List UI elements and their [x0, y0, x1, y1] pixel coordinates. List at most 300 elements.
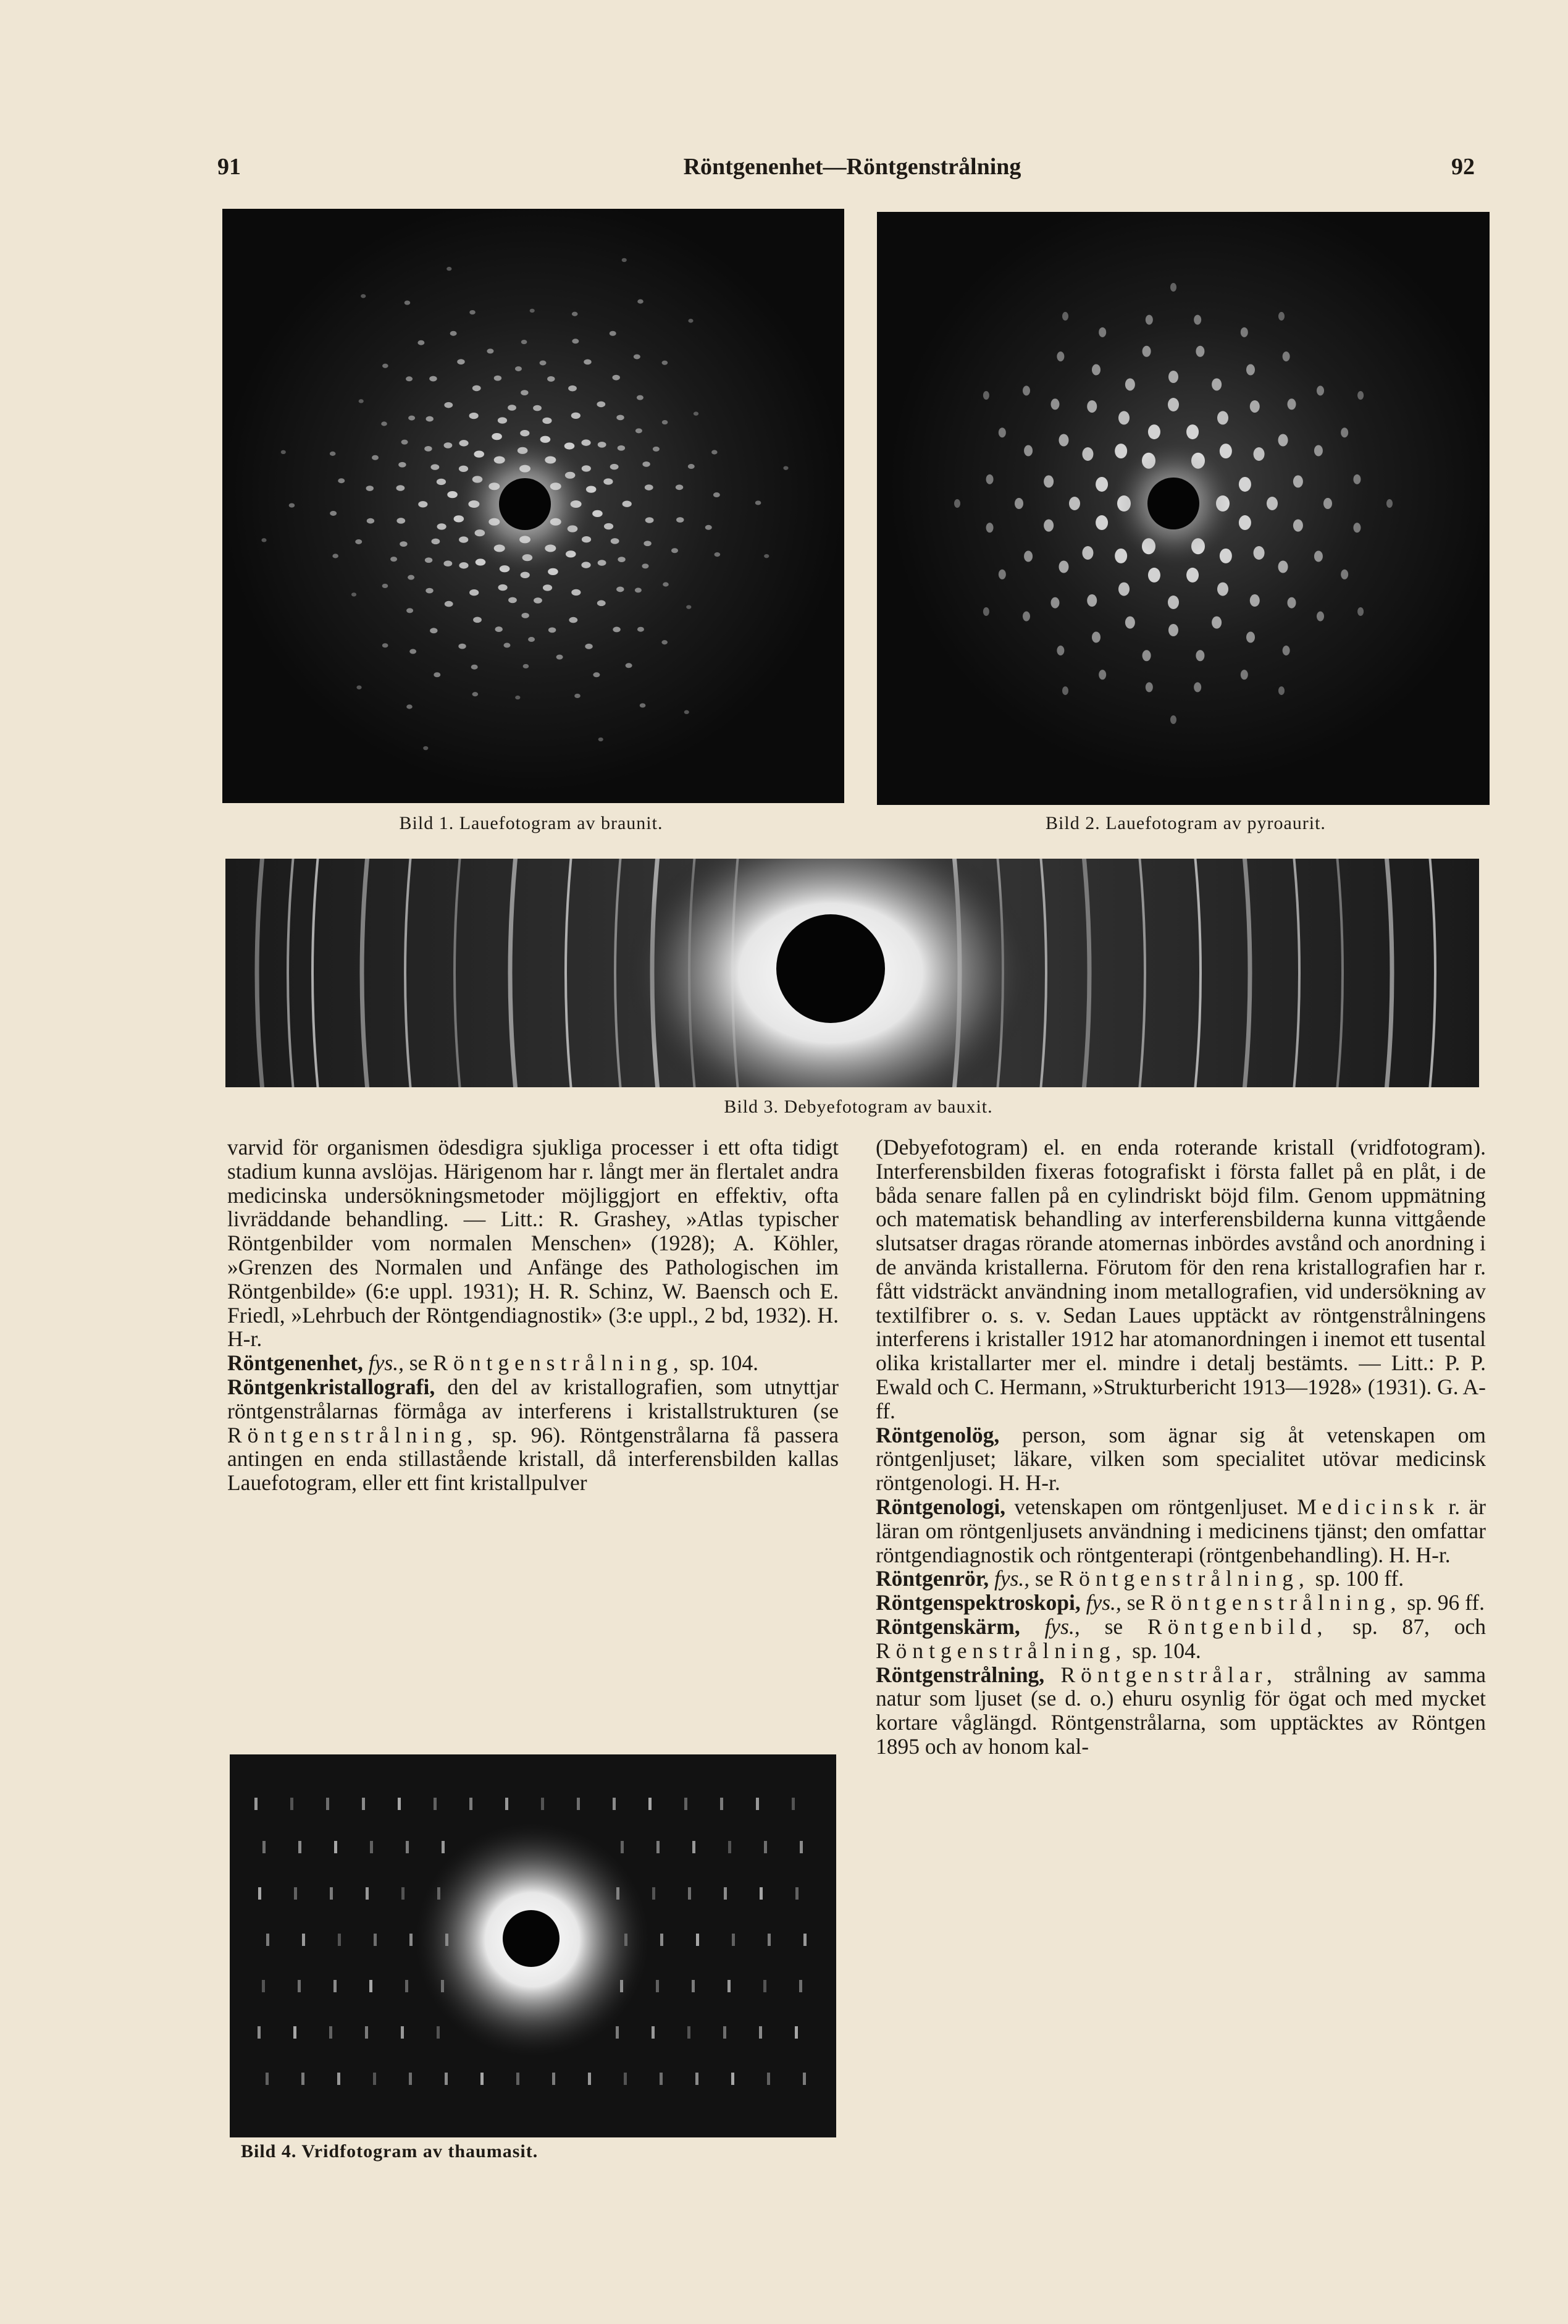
layer-line-spot	[445, 2073, 448, 2085]
diffraction-spot	[444, 402, 453, 408]
diffraction-spot	[426, 416, 434, 422]
diffraction-spot	[528, 637, 535, 642]
layer-line-spot	[298, 1980, 301, 1992]
layer-line-spot	[469, 1798, 472, 1810]
diffraction-spot	[508, 405, 516, 411]
diffraction-spot	[437, 479, 446, 485]
diffraction-spot	[406, 376, 413, 381]
diffraction-spot	[1239, 477, 1251, 492]
diffraction-spot	[688, 464, 695, 469]
diffraction-spot	[406, 608, 413, 613]
layer-line-spot	[374, 1934, 377, 1946]
diffraction-spot	[534, 597, 542, 604]
diffraction-spot	[1023, 385, 1030, 395]
diffraction-spot	[396, 485, 405, 491]
layer-line-spot	[648, 1798, 652, 1810]
diffraction-spot	[1341, 570, 1348, 579]
entry-rontgenspektroskopi	[876, 1591, 1486, 1615]
entry-rontgenkristallografi	[227, 1375, 839, 1495]
diffraction-spot	[498, 584, 507, 591]
layer-line-spot	[732, 1934, 735, 1946]
diffraction-spot	[281, 450, 286, 454]
layer-line-spot	[333, 1980, 337, 1992]
diffraction-spot	[1015, 498, 1023, 509]
diffraction-spot	[338, 478, 345, 483]
diffraction-spot	[473, 617, 482, 623]
entry-headword: Röntgenskärm,	[876, 1614, 1020, 1639]
diffraction-spot	[1288, 597, 1296, 608]
entry-rontgenror	[876, 1567, 1486, 1591]
diffraction-spot	[469, 413, 479, 419]
layer-line-spot	[293, 2026, 296, 2039]
word-se: se	[1104, 1614, 1123, 1639]
diffraction-spot	[711, 450, 718, 454]
bild4-rotation-photo	[230, 1754, 836, 2137]
layer-line-spot	[767, 2073, 770, 2085]
diffraction-spot	[521, 390, 528, 395]
diffraction-spot	[662, 420, 668, 424]
diffraction-spot	[610, 464, 619, 470]
word-se: se	[1035, 1566, 1054, 1591]
bild4-caption: Bild 4. Vridfotogram av thaumasit.	[241, 2141, 539, 2162]
diffraction-spot	[450, 331, 457, 336]
entry-headword: Röntgenolög,	[876, 1422, 1000, 1447]
diffraction-spot	[508, 597, 517, 604]
diffraction-spot	[581, 439, 590, 445]
diffraction-spot	[1087, 400, 1097, 413]
diffraction-spot	[487, 348, 493, 353]
layer-line-spot	[329, 2026, 332, 2039]
diffraction-spot	[1317, 385, 1324, 395]
diffraction-spot	[1217, 583, 1228, 596]
diffraction-spot	[1168, 371, 1178, 383]
word-se: se	[409, 1350, 428, 1376]
bild3-debye-photo	[225, 859, 1479, 1087]
diffraction-spot	[983, 607, 989, 616]
layer-line-spot	[656, 1980, 659, 1992]
diffraction-spot	[429, 376, 437, 382]
diffraction-spot	[1082, 447, 1093, 461]
diffraction-spot	[572, 339, 579, 343]
diffraction-spot	[476, 558, 486, 565]
layer-line-spot	[258, 2026, 261, 2039]
layer-line-spot	[505, 1798, 508, 1810]
diffraction-spot	[616, 587, 624, 592]
diffraction-spot	[694, 411, 698, 415]
layer-line-spot	[692, 1980, 695, 1992]
diffraction-spot	[662, 361, 668, 365]
diffraction-spot	[492, 433, 502, 440]
diffraction-spot	[1087, 594, 1097, 607]
entry-rontgenstralning	[876, 1663, 1486, 1759]
diffraction-spot	[1059, 561, 1068, 573]
layer-line-spot	[294, 1887, 297, 1900]
diffraction-spot	[437, 523, 446, 529]
diffraction-spot	[1168, 596, 1179, 609]
layer-line-spot	[764, 1841, 767, 1853]
layer-line-spot	[795, 1887, 799, 1900]
layer-line-spot	[792, 1798, 795, 1810]
diffraction-spot	[645, 517, 654, 523]
page-number-left: 91	[217, 154, 241, 180]
diffraction-spot	[1148, 424, 1160, 439]
diffraction-spot	[676, 484, 683, 490]
diffraction-spot	[1082, 546, 1093, 560]
diffraction-spot	[530, 309, 535, 313]
diffraction-spot	[366, 486, 374, 491]
diffraction-spot	[1278, 686, 1285, 695]
layer-line-spot	[692, 1841, 695, 1853]
layer-line-spot	[731, 2073, 734, 2085]
diffraction-spot	[261, 538, 266, 542]
diffraction-spot	[372, 455, 379, 460]
diffraction-spot	[469, 310, 476, 314]
diffraction-spot	[396, 518, 405, 524]
diffraction-spot	[616, 415, 624, 420]
diffraction-spot	[622, 258, 627, 262]
layer-line-spot	[760, 1887, 763, 1900]
layer-line-spot	[588, 2073, 591, 2085]
diffraction-spot	[458, 644, 466, 649]
entry-text: den del av kristallografien, som utnyttjar röntgenstrålarnas förmåga av interferens i kristallstrukturen (se	[227, 1374, 839, 1423]
entry-headword: Röntgenrör,	[876, 1566, 989, 1591]
diffraction-spot	[1115, 549, 1127, 563]
diffraction-spot	[1278, 312, 1285, 321]
layer-line-spot	[442, 1841, 445, 1853]
layer-line-spot	[290, 1798, 293, 1810]
layer-line-spot	[795, 2026, 798, 2039]
diffraction-spot	[447, 267, 451, 271]
diffraction-spot	[1278, 434, 1288, 447]
word-se: se	[1126, 1590, 1146, 1615]
layer-line-spot	[759, 2026, 762, 2039]
diffraction-spot	[671, 548, 678, 553]
diffraction-spot	[1044, 475, 1054, 487]
page-number-right: 92	[1451, 154, 1475, 180]
layer-line-spot	[301, 2073, 304, 2085]
diffraction-spot	[1125, 617, 1135, 629]
diffraction-spot	[523, 664, 529, 668]
diffraction-spot	[418, 501, 427, 507]
diffraction-spot	[574, 694, 581, 698]
diffraction-spot	[409, 649, 416, 654]
diffraction-spot	[715, 552, 721, 557]
layer-line-spot	[266, 2073, 269, 2085]
diffraction-spot	[1024, 445, 1033, 456]
layer-line-spot	[616, 2026, 619, 2039]
cross-reference: Röntgenbild,	[1147, 1614, 1328, 1639]
layer-line-spot	[405, 1980, 408, 1992]
diffraction-spot	[626, 663, 632, 668]
layer-line-spot	[480, 2073, 484, 2085]
layer-line-spot	[696, 1934, 699, 1946]
diffraction-spot	[635, 428, 642, 433]
layer-line-spot	[724, 1887, 727, 1900]
diffraction-spot	[556, 655, 563, 660]
diffraction-spot	[1194, 315, 1201, 325]
layer-line-spot	[254, 1798, 258, 1810]
diffraction-spot	[382, 364, 388, 368]
diffraction-spot	[634, 354, 640, 359]
diffraction-spot	[618, 445, 625, 451]
layer-line-spot	[687, 2026, 690, 2039]
diffraction-spot	[1050, 597, 1059, 608]
bild2-caption: Bild 2. Lauefotogram av pyroaurit.	[1046, 813, 1326, 833]
diffraction-spot	[1314, 445, 1323, 456]
diffraction-spot	[593, 672, 600, 677]
diffraction-spot	[1146, 682, 1153, 692]
diffraction-spot	[644, 541, 651, 546]
layer-line-spot	[803, 1934, 807, 1946]
diffraction-spot	[1317, 612, 1324, 621]
diffraction-spot	[494, 376, 501, 381]
diffraction-spot	[1148, 568, 1160, 583]
diffraction-spot	[661, 640, 668, 644]
diffraction-spot	[459, 440, 468, 446]
diffraction-spot	[645, 484, 653, 490]
diffraction-spot	[1096, 477, 1108, 492]
diffraction-spot	[663, 582, 669, 586]
diffraction-spot	[1118, 411, 1130, 424]
layer-line-spot	[437, 2026, 440, 2039]
entry-headword: Röntgenkristallografi,	[227, 1374, 435, 1399]
diffraction-spot	[986, 474, 994, 484]
diffraction-spot	[1267, 497, 1278, 510]
diffraction-spot	[469, 589, 479, 596]
diffraction-spot	[515, 696, 520, 699]
diffraction-spot	[611, 538, 619, 544]
diffraction-spot	[1057, 646, 1064, 655]
diffraction-spot	[635, 587, 642, 592]
diffraction-spot	[543, 584, 552, 591]
layer-line-spot	[365, 2026, 368, 2039]
diffraction-spot	[640, 703, 646, 707]
bild1-caption: Bild 1. Lauefotogram av braunit.	[399, 813, 663, 833]
layer-line-spot	[398, 1798, 401, 1810]
page-ref: sp. 96 ff.	[1407, 1590, 1485, 1615]
abbr-fys: fys.,	[1086, 1590, 1121, 1615]
diffraction-spot	[1283, 646, 1290, 655]
diffraction-spot	[521, 340, 527, 344]
diffraction-spot	[1146, 315, 1153, 325]
diffraction-spot	[434, 672, 440, 677]
diffraction-spot	[1353, 474, 1360, 484]
diffraction-spot	[430, 464, 439, 470]
layer-line-spot	[799, 1980, 802, 1992]
diffraction-spot	[684, 710, 689, 714]
diffraction-spot	[406, 704, 413, 709]
diffraction-spot	[783, 466, 788, 469]
diffraction-spot	[382, 584, 388, 588]
diffraction-spot	[1170, 283, 1176, 292]
diffraction-spot	[1357, 607, 1364, 616]
paragraph-continued: (Debyefotogram) el. en enda roterande kristall (vridfotogram). Interferensbilden fixeras fotografiskt i första fallet på en plåt, i de båda senare fallen på en cylindriskt böjd film. Genom uppmätning och matematisk behandling av interferensbilderna kunna vittgående slutsatser dragas rörande atomernas inbördes avstånd och anordning i de använda kristallerna. Förutom för den rena kristallografien har r. fått vidsträckt användning inom metallografien, vid undersökning av textilfibrer o. s. v. Sedan Laues upptäckt av röntgenstrålningens interferens i kristaller 1912 har atomanordningen i inemot ett tusental olika kristallarter mer el. mindre i detalj bestämts. — Litt.: P. P. Ewald och C. Hermann, »Strukturbericht 1913—1928» (1931). G. A-ff.	[876, 1135, 1486, 1423]
diffraction-spot	[1092, 364, 1101, 375]
diffraction-spot	[1246, 632, 1255, 643]
diffraction-spot	[1099, 670, 1106, 680]
entry-headword: Röntgenstrålning,	[876, 1662, 1045, 1687]
diffraction-spot	[1217, 411, 1228, 424]
diffraction-spot	[424, 446, 432, 452]
diffraction-spot	[1024, 551, 1033, 562]
running-title: Röntgenenhet—Röntgenstrålning	[683, 154, 1021, 180]
layer-line-spot	[621, 1841, 624, 1853]
layer-line-spot	[728, 1841, 731, 1853]
diffraction-spot	[417, 340, 424, 345]
diffraction-spot	[356, 686, 361, 689]
diffraction-spot	[1314, 551, 1323, 562]
diffraction-spot	[571, 413, 581, 419]
entry-rontgenologi	[876, 1495, 1486, 1567]
diffraction-spot	[400, 541, 407, 547]
diffraction-spot	[444, 442, 453, 448]
diffraction-spot	[533, 405, 542, 411]
layer-line-spot	[656, 1841, 660, 1853]
layer-line-spot	[334, 1841, 337, 1853]
diffraction-spot	[623, 501, 632, 507]
diffraction-spot	[1186, 568, 1199, 583]
diffraction-spot	[572, 312, 578, 316]
diffraction-spot	[1254, 447, 1265, 461]
diffraction-spot	[569, 617, 577, 623]
diffraction-spot	[367, 518, 374, 524]
diffraction-spot	[1125, 378, 1135, 390]
diffraction-spot	[584, 359, 591, 364]
bild3-caption: Bild 3. Debyefotogram av bauxit.	[724, 1097, 993, 1117]
layer-line-spot	[516, 2073, 519, 2085]
diffraction-spot	[382, 643, 388, 647]
diffraction-spot	[1069, 497, 1080, 510]
diffraction-spot	[637, 627, 644, 632]
diffraction-spot	[1062, 312, 1068, 321]
layer-line-spot	[362, 1798, 365, 1810]
entry-text: sp. 87, och	[1352, 1614, 1486, 1639]
diffraction-spot	[1196, 346, 1204, 357]
diffraction-spot	[498, 417, 507, 423]
diffraction-spot	[597, 600, 606, 607]
layer-line-spot	[756, 1798, 759, 1810]
entry-text: vetenskapen om röntgenljuset.	[1014, 1494, 1288, 1519]
diffraction-spot	[642, 563, 648, 568]
diffraction-spot	[598, 738, 603, 741]
diffraction-spot	[430, 628, 437, 633]
page-ref: sp. 104.	[1132, 1638, 1201, 1663]
diffraction-spot	[1099, 327, 1106, 337]
diffraction-spot	[1386, 499, 1393, 508]
diffraction-spot	[1170, 715, 1176, 724]
diffraction-spot	[986, 523, 994, 533]
diffraction-spot	[1092, 632, 1101, 643]
diffraction-spot	[515, 366, 522, 371]
diffraction-spot	[426, 588, 433, 594]
layer-line-spot	[660, 2073, 663, 2085]
diffraction-spot	[471, 665, 478, 670]
diffraction-spot	[999, 570, 1006, 579]
diffraction-spot	[408, 416, 415, 421]
diffraction-spot	[1142, 650, 1151, 661]
diffraction-spot	[686, 605, 691, 608]
layer-line-spot	[624, 2073, 627, 2085]
diffraction-spot	[653, 447, 660, 452]
cross-reference: Röntgenstrålning,	[227, 1422, 479, 1447]
layer-line-spot	[552, 2073, 555, 2085]
diffraction-spot	[1115, 444, 1127, 458]
layer-line-spot	[298, 1841, 301, 1853]
diffraction-spot	[613, 627, 620, 633]
page-ref: sp. 104.	[689, 1350, 759, 1376]
diffraction-spot	[1288, 398, 1296, 410]
layer-line-spot	[577, 1798, 580, 1810]
layer-line-spot	[684, 1798, 687, 1810]
layer-line-spot	[695, 2073, 698, 2085]
diffraction-spot	[1220, 549, 1232, 563]
layer-line-spot	[370, 1841, 373, 1853]
diffraction-spot	[542, 418, 551, 424]
bild1-laue-photo	[222, 209, 844, 803]
layer-line-spot	[373, 2073, 376, 2085]
layer-line-spot	[366, 1887, 369, 1900]
diffraction-spot	[361, 294, 366, 298]
diffraction-spot	[1050, 398, 1059, 410]
entry-text: sp. 96). Röntgenstrålarna få passera antingen en enda stillastående kristall, då interferensbilden kallas Lauefotogram, eller ett fint kristallpulver	[227, 1422, 839, 1496]
diffraction-spot	[1059, 434, 1068, 447]
diffraction-spot	[1357, 391, 1364, 400]
layer-line-spot	[660, 1934, 663, 1946]
diffraction-spot	[598, 442, 606, 448]
diffraction-spot	[472, 385, 481, 392]
diffraction-spot	[1341, 427, 1348, 437]
entry-rontgenolog	[876, 1423, 1486, 1495]
page-ref: sp. 100 ff.	[1315, 1566, 1404, 1591]
abbr-fys: fys.,	[1044, 1614, 1080, 1639]
diffraction-spot	[540, 360, 547, 365]
diffraction-spot	[598, 560, 606, 566]
diffraction-spot	[1212, 378, 1222, 390]
entry-headword: Röntgenenhet,	[227, 1350, 363, 1376]
diffraction-spot	[581, 562, 590, 568]
diffraction-spot	[443, 560, 452, 566]
diffraction-spot	[612, 375, 619, 381]
layer-line-spot	[723, 2026, 726, 2039]
diffraction-spot	[1196, 650, 1204, 661]
bild2-laue-photo	[877, 212, 1490, 805]
diffraction-spot	[547, 376, 555, 382]
layer-line-spot	[652, 2026, 655, 2039]
diffraction-spot	[571, 589, 581, 596]
diffraction-spot	[1250, 400, 1260, 413]
diffraction-spot	[618, 557, 625, 562]
layer-line-spot	[409, 1934, 413, 1946]
diffraction-spot	[381, 421, 387, 426]
diffraction-spot	[1241, 670, 1248, 680]
alt-headword: Röntgenstrålar,	[1060, 1662, 1278, 1687]
spaced-word: Medicinsk	[1297, 1494, 1440, 1519]
diffraction-spot	[755, 500, 761, 505]
diffraction-spot	[1186, 424, 1199, 439]
diffraction-spot	[999, 427, 1006, 437]
paragraph-continued: varvid för organismen ödesdigra sjukliga processer i ett ofta tidigt stadium kunna avslöjas. Härigenom har r. långt mer än flertalet andra medicinska undersökningsmetoder möjliggjort en effektiv, ofta livräddande behandling. — Litt.: R. Grashey, »Atlas typischer Röntgenbilder vom normalen Menschen» (1928); A. Köhler, »Grenzen des Normalen und Anfänge des Pathologischen im Röntgenbilde» (6:e uppl. 1931); H. R. Schinz, W. Baensch och E. Friedl, »Lehrbuch der Röntgendiagnostik» (3:e uppl., 2 bd, 1932). H. H-r.	[227, 1135, 839, 1352]
layer-line-spot	[330, 1887, 333, 1900]
layer-line-spot	[401, 2026, 404, 2039]
layer-line-spot	[768, 1934, 771, 1946]
diffraction-spot	[1278, 561, 1288, 573]
diffraction-spot	[688, 319, 693, 322]
diffraction-spot	[604, 523, 613, 529]
diffraction-spot	[637, 299, 644, 303]
diffraction-spot	[1250, 594, 1260, 607]
left-column	[227, 1135, 839, 1495]
diffraction-spot	[1057, 352, 1064, 361]
